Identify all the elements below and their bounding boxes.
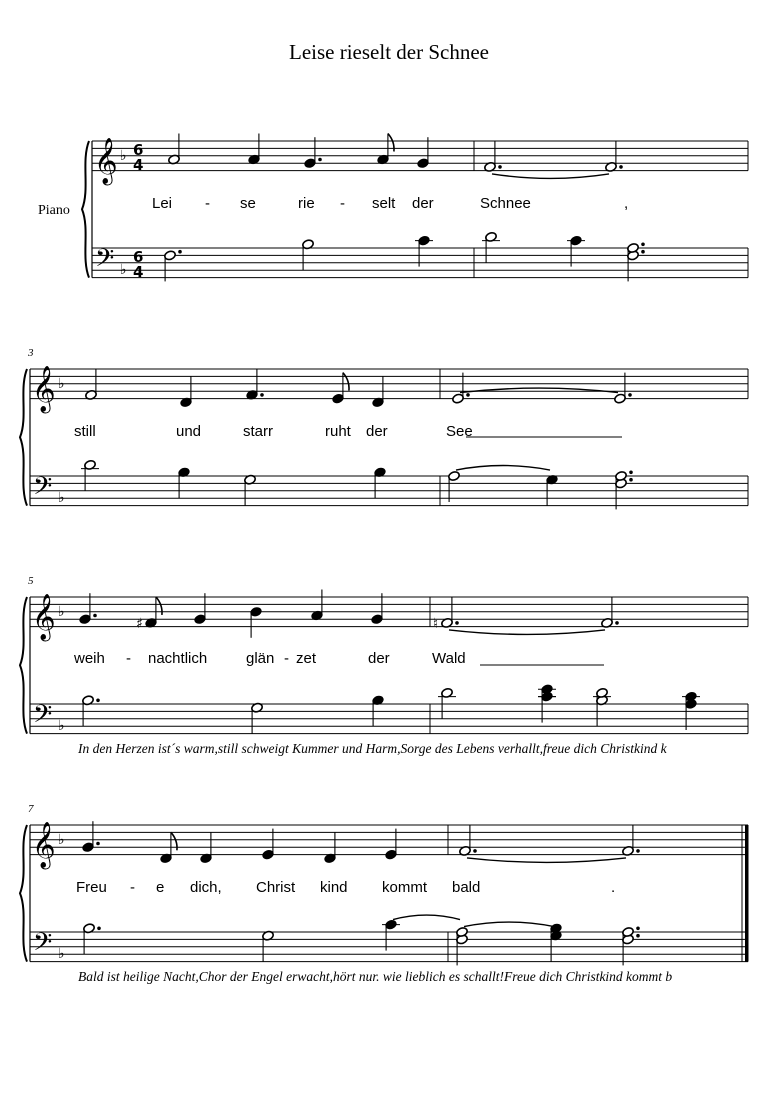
lyric-syllable: rie — [298, 195, 315, 212]
time-signature-denominator: 4 — [133, 156, 144, 174]
tie — [460, 388, 618, 393]
key-signature-flat: ♭ — [58, 946, 65, 963]
final-barline-thick — [745, 825, 749, 962]
augmentation-dot — [97, 927, 101, 931]
lyric-syllable: der — [368, 650, 390, 667]
treble-clef: 𝄞 — [32, 366, 56, 412]
lyric-syllable: starr — [243, 423, 273, 440]
tie — [393, 915, 460, 920]
lyric-syllable: dich, — [190, 879, 222, 896]
lyric-syllable: Christ — [256, 879, 296, 896]
verse-text-2: In den Herzen ist´s warm,still schweigt Kummer und Harm,Sorge des Lebens verhallt,freue dich Christkind k — [78, 741, 667, 756]
lyric-syllable: Schnee — [480, 195, 531, 212]
augmentation-dot — [641, 250, 645, 254]
time-signature-numerator: 6 — [133, 141, 144, 159]
bass-clef: 𝄢 — [33, 928, 53, 963]
lyric-syllable: bald — [452, 879, 481, 896]
lyric-hyphen: - — [130, 879, 135, 896]
augmentation-dot — [629, 478, 633, 482]
lyric-syllable: der — [412, 195, 434, 212]
lyric-hyphen: - — [284, 650, 289, 667]
bass-clef: 𝄢 — [33, 472, 53, 507]
lyric-hyphen: - — [126, 650, 131, 667]
bass-clef: 𝄢 — [33, 700, 53, 735]
tie — [456, 466, 550, 471]
lyric-hyphen: - — [340, 195, 345, 212]
key-signature-flat: ♭ — [58, 831, 65, 848]
tie — [492, 174, 609, 179]
lyric-syllable: kommt — [382, 879, 427, 896]
time-signature-denominator: 4 — [133, 263, 144, 281]
augmentation-dot — [96, 699, 100, 703]
measure-number-5: 5 — [28, 575, 34, 587]
augmentation-dot — [619, 165, 623, 169]
grand-staff-brace — [82, 141, 89, 278]
tie — [464, 922, 554, 927]
treble-clef: 𝄞 — [32, 822, 56, 868]
augmentation-dot — [628, 393, 632, 397]
lyric-syllable: Lei — [152, 195, 173, 212]
augmentation-dot — [93, 614, 97, 618]
tie — [449, 630, 605, 635]
augmentation-dot — [466, 393, 470, 397]
lyric-syllable: e — [156, 879, 165, 896]
lyric-syllable: der — [366, 423, 388, 440]
augmentation-dot — [318, 158, 322, 162]
key-signature-flat: ♭ — [58, 375, 65, 392]
treble-clef: 𝄞 — [32, 594, 56, 640]
augmentation-dot — [636, 849, 640, 853]
lyric-syllable: weih — [74, 650, 105, 667]
lyric-syllable: zet — [296, 650, 317, 667]
augmentation-dot — [260, 393, 264, 397]
augmentation-dot — [96, 842, 100, 846]
grand-staff-brace — [20, 597, 27, 734]
lyric-syllable: See — [446, 423, 473, 440]
key-signature-flat: ♭ — [58, 603, 65, 620]
natural-accidental: ♮ — [433, 615, 439, 632]
grand-staff-brace — [20, 369, 27, 506]
lyric-syllable: ruht — [325, 423, 351, 440]
lyric-syllable: Freu — [76, 879, 107, 896]
note-flag — [343, 373, 349, 391]
measure-number-3: 3 — [28, 347, 34, 359]
lyric-syllable: selt — [372, 195, 396, 212]
augmentation-dot — [473, 849, 477, 853]
augmentation-dot — [615, 621, 619, 625]
key-signature-flat: ♭ — [58, 718, 65, 735]
lyric-hyphen: - — [205, 195, 210, 212]
instrument-label: Piano — [38, 203, 70, 218]
augmentation-dot — [455, 621, 459, 625]
key-signature-flat: ♭ — [58, 490, 65, 507]
lyric-comma: , — [624, 195, 629, 212]
lyric-syllable: still — [74, 423, 96, 440]
augmentation-dot — [178, 250, 182, 254]
lyric-period: . — [611, 879, 616, 896]
augmentation-dot — [641, 243, 645, 247]
measure-number-7: 7 — [28, 803, 34, 815]
time-signature-numerator: 6 — [133, 248, 144, 266]
lyric-syllable: und — [176, 423, 202, 440]
treble-clef: 𝄞 — [94, 138, 118, 184]
lyric-syllable: nachtlich — [148, 650, 208, 667]
lyric-syllable: Wald — [432, 650, 466, 667]
lyric-syllable: glän — [246, 650, 275, 667]
bass-clef: 𝄢 — [95, 244, 115, 279]
key-signature-flat: ♭ — [120, 262, 127, 279]
augmentation-dot — [629, 471, 633, 475]
sharp-accidental: ♯ — [136, 615, 143, 632]
augmentation-dot — [636, 934, 640, 938]
lyric-syllable: se — [240, 195, 256, 212]
augmentation-dot — [498, 165, 502, 169]
score-title: Leise rieselt der Schnee — [289, 40, 489, 64]
key-signature-flat: ♭ — [120, 147, 127, 164]
grand-staff-brace — [20, 825, 27, 962]
verse-text-3: Bald ist heilige Nacht,Chor der Engel erwacht,hört nur. wie lieblich es schallt!Freue dich Christkind kommt b — [78, 969, 673, 984]
lyric-syllable: kind — [320, 879, 348, 896]
tie — [467, 858, 626, 863]
augmentation-dot — [636, 927, 640, 931]
